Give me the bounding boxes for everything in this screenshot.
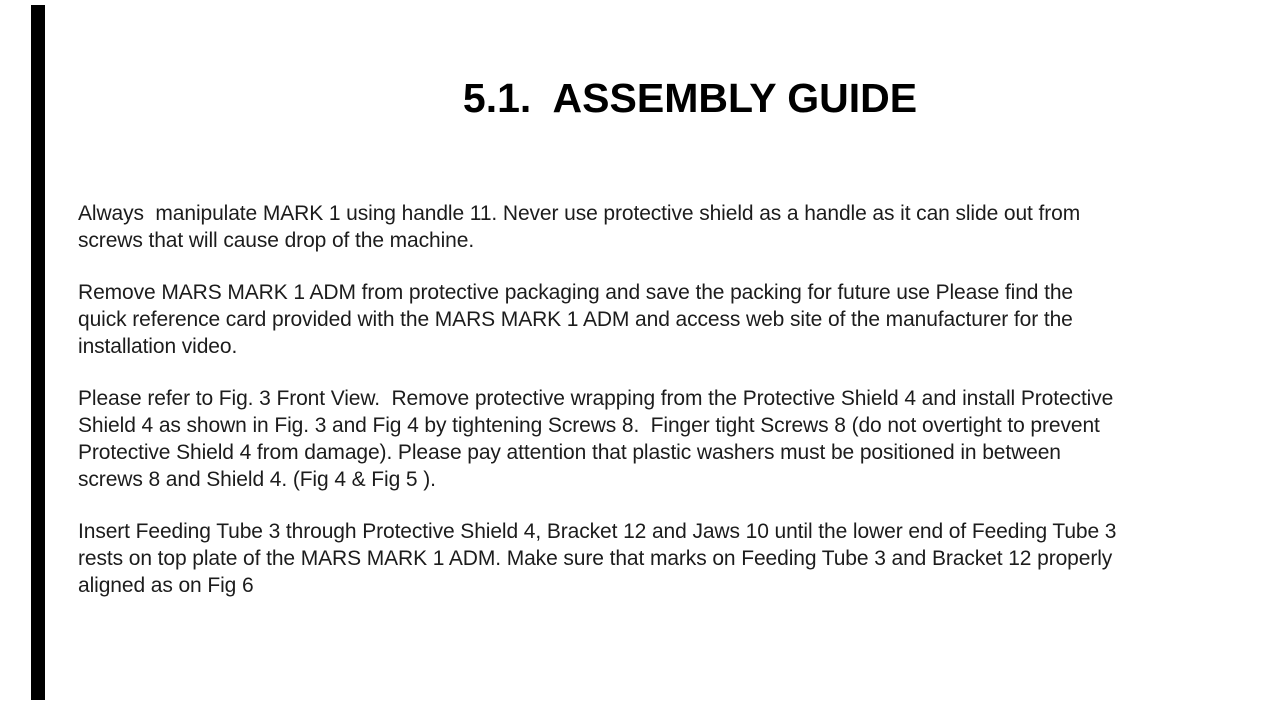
- text-line: installation video.: [78, 335, 238, 358]
- text-line: quick reference card provided with the MARS MARK 1 ADM and access web site of the manufacturer for the: [78, 308, 1073, 331]
- text-line: rests on top plate of the MARS MARK 1 ADM. Make sure that marks on Feeding Tube 3 and Bracket 12 properly: [78, 547, 1113, 570]
- page-title: 5.1. ASSEMBLY GUIDE: [462, 75, 918, 121]
- body-text: [78, 200, 1248, 599]
- text-line: Always manipulate MARK 1 using handle 11. Never use protective shield as a handle as it can slide out from: [78, 202, 1081, 225]
- text-line: Please refer to Fig. 3 Front View. Remove protective wrapping from the Protective Shield 4 and install Protective: [78, 387, 1114, 410]
- text-line: Remove MARS MARK 1 ADM from protective packaging and save the packing for future use Please find the: [78, 281, 1073, 304]
- paragraph: [78, 200, 1248, 254]
- paragraph: [78, 518, 1248, 599]
- text-line: Protective Shield 4 from damage). Please pay attention that plastic washers must be positioned in between: [78, 441, 1061, 464]
- text-line: Shield 4 as shown in Fig. 3 and Fig 4 by tightening Screws 8. Finger tight Screws 8 (do not overtight to prevent: [78, 414, 1100, 437]
- paragraph: [78, 385, 1248, 493]
- text-line: screws 8 and Shield 4. (Fig 4 & Fig 5 ).: [78, 468, 436, 491]
- text-line: screws that will cause drop of the machine.: [78, 229, 475, 252]
- text-line: Insert Feeding Tube 3 through Protective Shield 4, Bracket 12 and Jaws 10 until the lower end of Feeding Tube 3: [78, 520, 1117, 543]
- paragraph: [78, 279, 1248, 360]
- text-line: aligned as on Fig 6: [78, 574, 254, 597]
